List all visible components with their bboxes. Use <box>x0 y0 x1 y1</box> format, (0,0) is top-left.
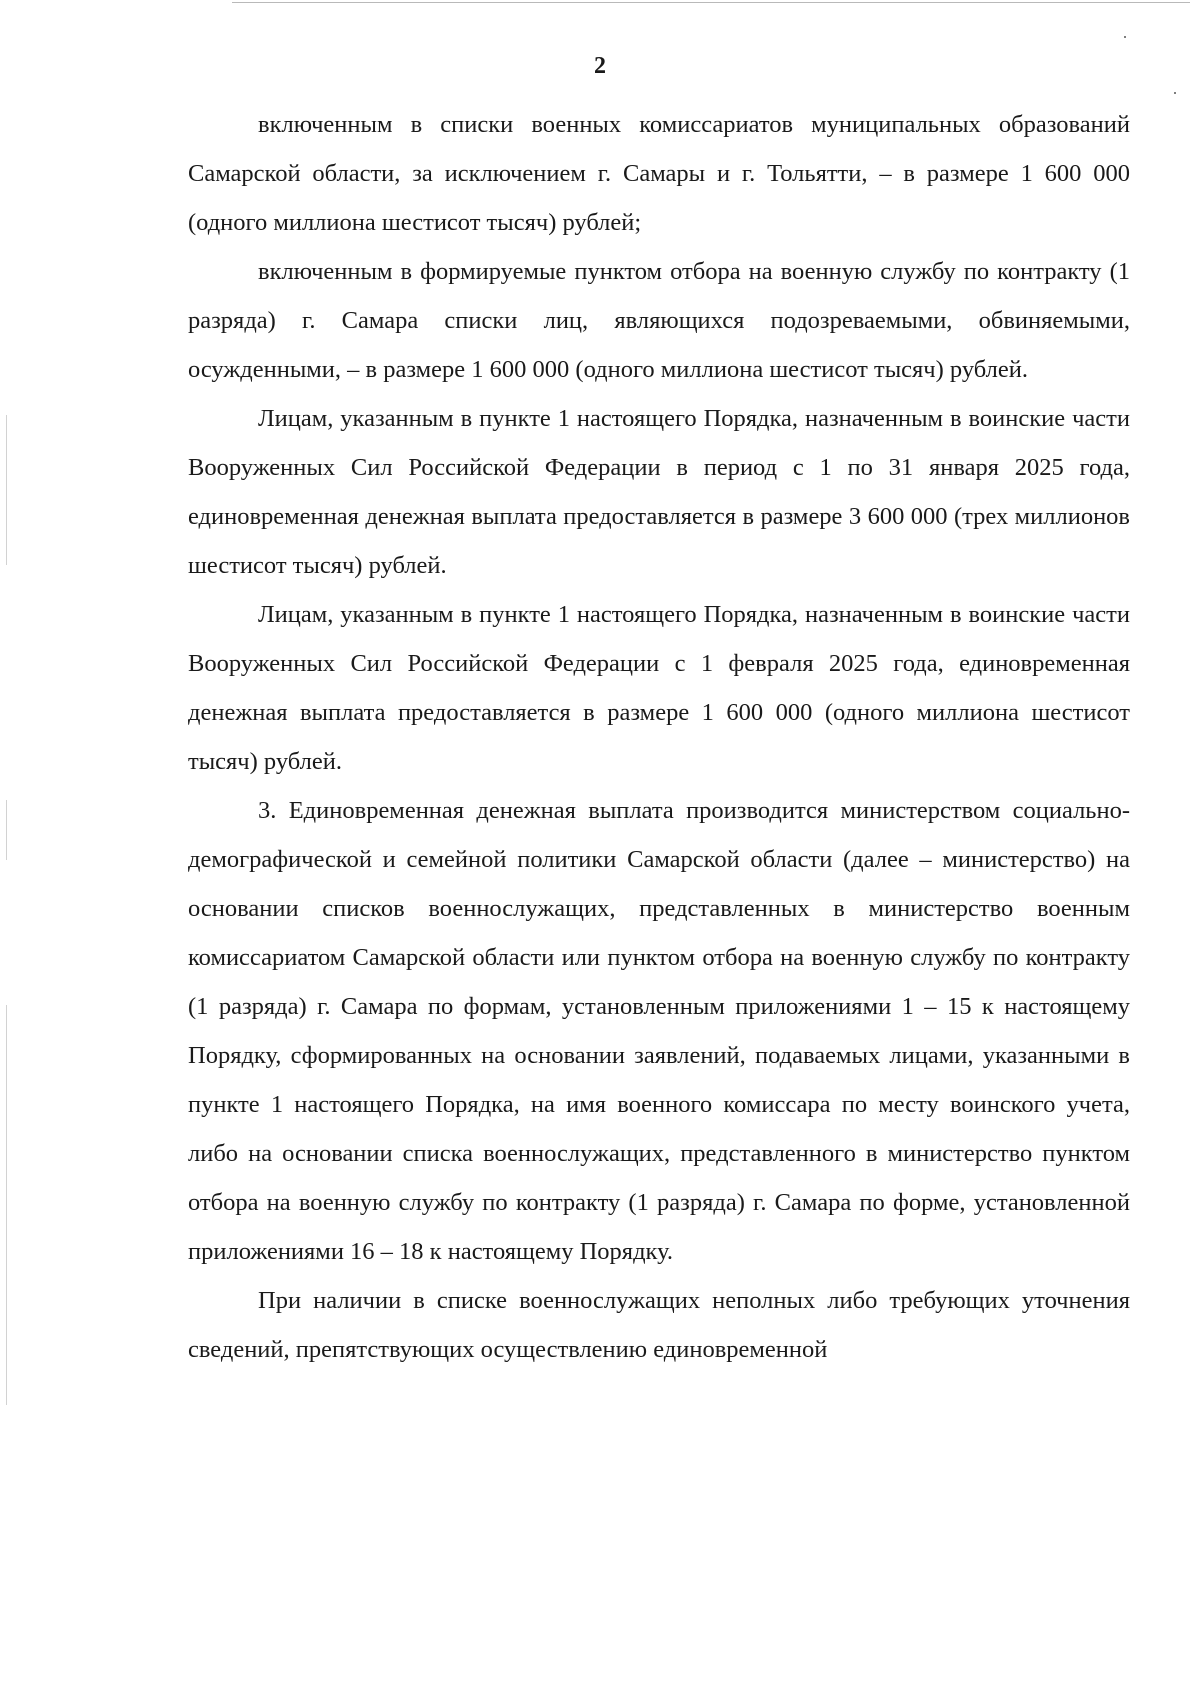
paragraph: включенным в формируемые пунктом отбора на военную службу по контракту (1 разряда) г. Самара списки лиц, являющихся подозреваемыми, обвиняемыми, осужденными, – в размере 1 600 000 (одного миллиона шестисот тысяч) рублей. <box>188 258 1130 383</box>
paragraph: 3. Единовременная денежная выплата производится министерством социально-демографической и семейной политики Самарской области (далее – министерство) на основании списков военнослужащих, представленных в министерство военным комиссариатом Самарской области или пунктом отбора на военную службу по контракту (1 разряда) г. Самара по формам, установленным приложениями 1 – 15 к настоящему Порядку, сформированных на основании заявлений, подаваемых лицами, указанными в пункте 1 настоящего Порядка, на имя военного комиссара по месту воинского учета, либо на основании списка военнослужащих, представленного в министерство пунктом отбора на военную службу по контракту (1 разряда) г. Самара по форме, установленной приложениями 16 – 18 к настоящему Порядку. <box>188 797 1130 1265</box>
paragraph: включенным в списки военных комиссариатов муниципальных образований Самарской области, за исключением г. Самары и г. Тольятти, – в размере 1 600 000 (одного миллиона шестисот тысяч) рублей; <box>188 111 1130 236</box>
paragraph: Лицам, указанным в пункте 1 настоящего Порядка, назначенным в воинские части Вооруженных Сил Российской Федерации с 1 февраля 2025 года, единовременная денежная выплата предоставляется в размере 1 600 000 (одного миллиона шестисот тысяч) рублей. <box>188 601 1130 775</box>
page-number: 2 <box>594 53 606 79</box>
paragraph: При наличии в списке военнослужащих неполных либо требующих уточнения сведений, препятствующих осуществлению единовременной <box>188 1287 1130 1363</box>
scan-speck <box>1124 36 1126 38</box>
paragraph: Лицам, указанным в пункте 1 настоящего Порядка, назначенным в воинские части Вооруженных Сил Российской Федерации в период с 1 по 31 января 2025 года, единовременная денежная выплата предоставляется в размере 3 600 000 (трех миллионов шестисот тысяч) рублей. <box>188 405 1130 579</box>
scan-top-rule <box>232 2 1190 3</box>
scan-edge-mark <box>6 415 7 565</box>
scan-edge-mark <box>6 800 7 860</box>
scan-speck <box>1174 92 1176 94</box>
scan-edge-mark <box>6 1005 7 1405</box>
document-body <box>188 100 1130 1374</box>
